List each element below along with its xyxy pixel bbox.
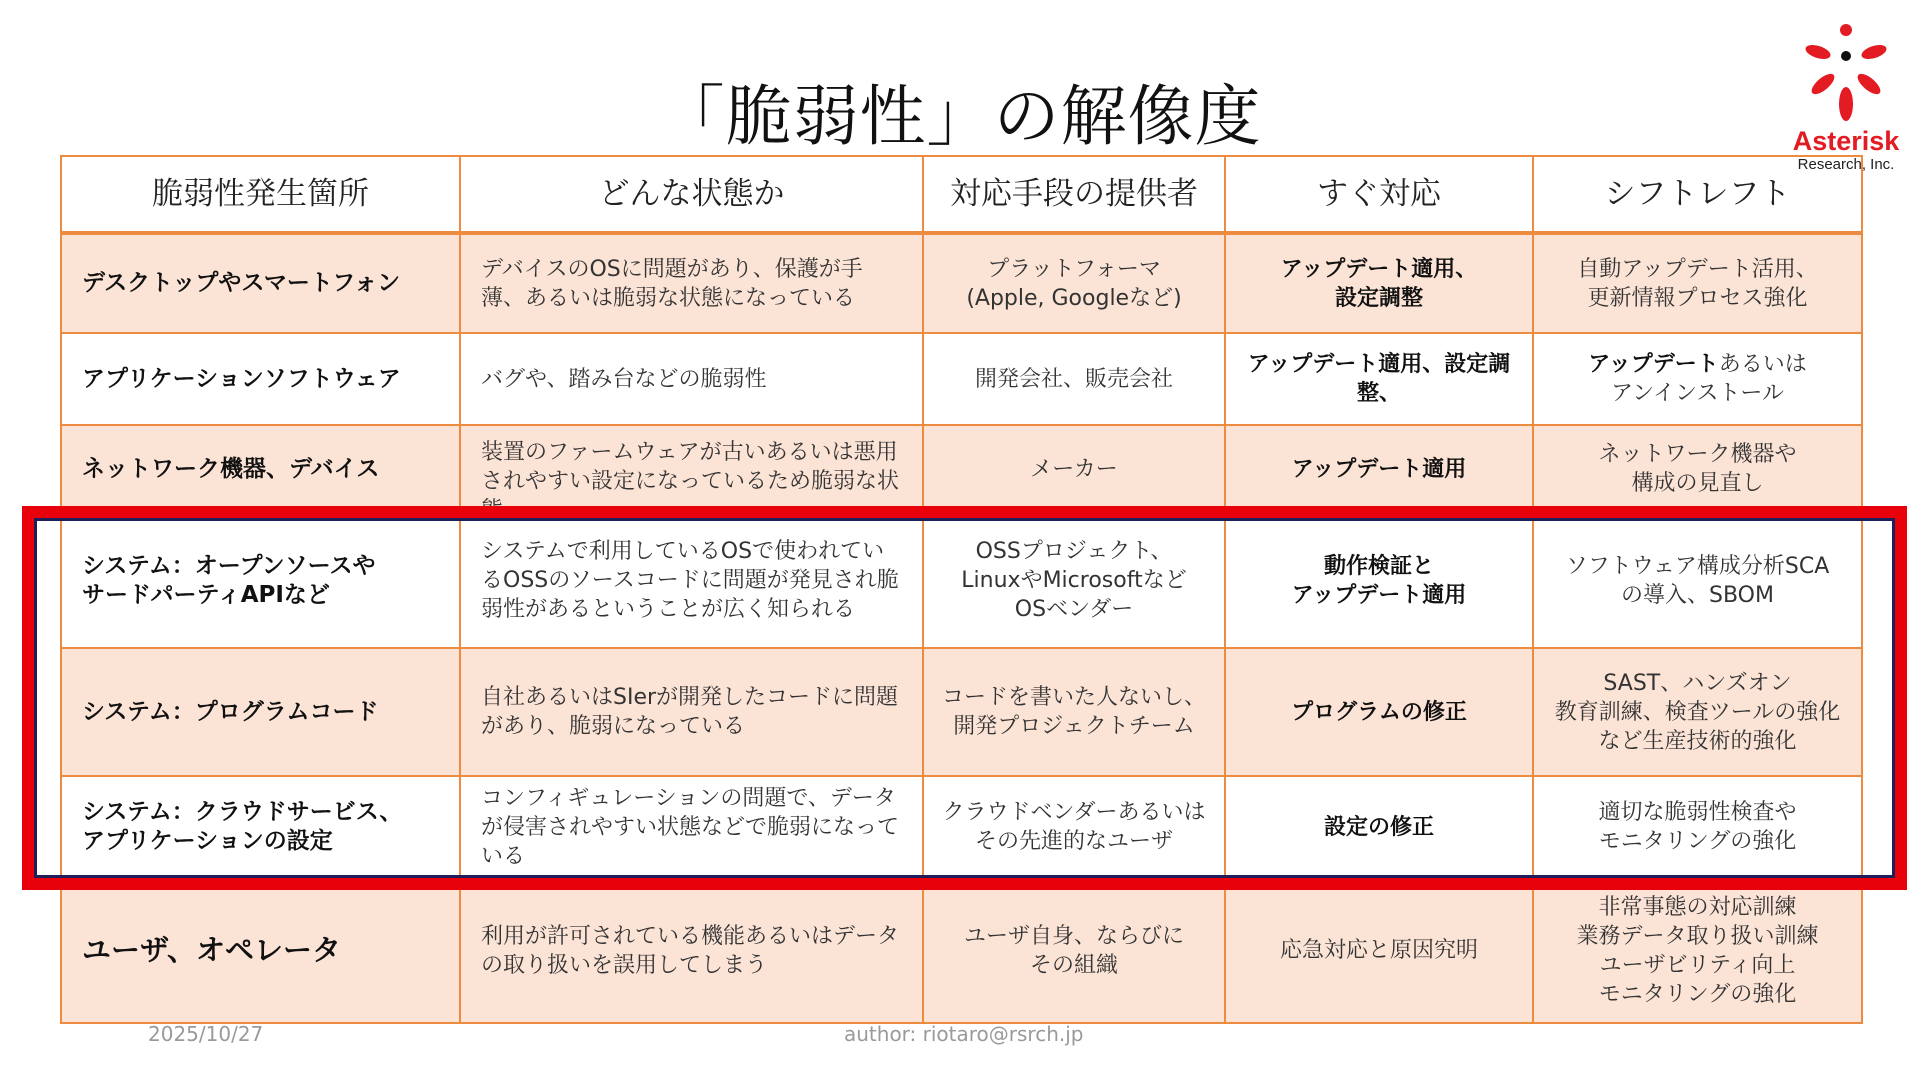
header-provider: 対応手段の提供者 <box>923 156 1225 233</box>
header-state: どんな状態か <box>460 156 923 233</box>
asterisk-logo <box>1786 22 1906 177</box>
cell-provider: OSSプロジェクト、 LinuxやMicrosoftなど OSベンダー <box>923 513 1225 648</box>
table-header-row <box>61 156 1862 233</box>
cell-provider: クラウドベンダーあるいはその先進的なユーザ <box>923 776 1225 878</box>
cell-shift-left: 非常事態の対応訓練 業務データ取り扱い訓練 ユーザビリティ向上 モニタリングの強化 <box>1533 878 1862 1023</box>
footer-author: author: riotaro@rsrch.jp <box>844 1022 1084 1046</box>
cell-immediate: アップデート適用 <box>1225 425 1533 513</box>
cell-immediate: アップデート適用、設定調整、 <box>1225 333 1533 425</box>
table-row <box>61 878 1862 1023</box>
table-row <box>61 425 1862 513</box>
cell-shift-left-bold: アップデート <box>1588 352 1719 377</box>
cell-provider: プラットフォーマ (Apple, Googleなど) <box>923 233 1225 333</box>
cell-immediate: 設定の修正 <box>1225 776 1533 878</box>
cell-state: 利用が許可されている機能あるいはデータの取り扱いを誤用してしまう <box>460 878 923 1023</box>
cell-shift-left: ネットワーク機器や 構成の見直し <box>1533 425 1862 513</box>
cell-state: デバイスのOSに問題があり、保護が手薄、あるいは脆弱な状態になっている <box>460 233 923 333</box>
logo-name: Asterisk <box>1792 126 1900 156</box>
cell-state: システムで利用しているOSで使われているOSSのソースコードに問題が発見され脆弱性があるということが広く知られる <box>460 513 923 648</box>
cell-location: ネットワーク機器、デバイス <box>61 425 460 513</box>
cell-location: アプリケーションソフトウェア <box>61 333 460 425</box>
cell-shift-left <box>1533 333 1862 425</box>
cell-location: デスクトップやスマートフォン <box>61 233 460 333</box>
cell-immediate: 応急対応と原因究明 <box>1225 878 1533 1023</box>
cell-provider: ユーザ自身、ならびに その組織 <box>923 878 1225 1023</box>
cell-immediate: アップデート適用、 設定調整 <box>1225 233 1533 333</box>
cell-shift-left: 適切な脆弱性検査や モニタリングの強化 <box>1533 776 1862 878</box>
cell-state: 自社あるいはSIerが開発したコードに問題があり、脆弱になっている <box>460 648 923 776</box>
cell-state: バグや、踏み台などの脆弱性 <box>460 333 923 425</box>
footer-date: 2025/10/27 <box>148 1022 264 1046</box>
cell-shift-left: ソフトウェア構成分析SCA の導入、SBOM <box>1533 513 1862 648</box>
cell-location: システム：クラウドサービス、 アプリケーションの設定 <box>61 776 460 878</box>
cell-state-text: 装置のファームウェアが古いあるいは悪用されやすい設定になっているため脆弱な状態 <box>481 440 900 523</box>
table-row <box>61 513 1862 648</box>
header-location: 脆弱性発生箇所 <box>61 156 460 233</box>
cell-shift-left-rest: あるいは アンインストール <box>1611 352 1807 406</box>
header-immediate: すぐ対応 <box>1225 156 1533 233</box>
header-shift-left: シフトレフト <box>1533 156 1862 233</box>
cell-immediate: 動作検証と アップデート適用 <box>1225 513 1533 648</box>
cell-state: コンフィギュレーションの問題で、データが侵害されやすい状態などで脆弱になっている <box>460 776 923 878</box>
logo-subtitle: Research, Inc. <box>1797 156 1895 173</box>
vulnerability-table <box>60 155 1863 1024</box>
cell-provider: 開発会社、販売会社 <box>923 333 1225 425</box>
table-row <box>61 333 1862 425</box>
table-row <box>61 776 1862 878</box>
cell-shift-left: SAST、ハンズオン 教育訓練、検査ツールの強化など生産技術的強化 <box>1533 648 1862 776</box>
cell-provider: コードを書いた人ないし、開発プロジェクトチーム <box>923 648 1225 776</box>
cell-location: ユーザ、オペレータ <box>61 878 460 1023</box>
table-row <box>61 648 1862 776</box>
cell-shift-left: 自動アップデート活用、 更新情報プロセス強化 <box>1533 233 1862 333</box>
asterisk-mark-icon <box>1803 22 1889 122</box>
cell-location: システム：プログラムコード <box>61 648 460 776</box>
cell-provider: メーカー <box>923 425 1225 513</box>
page-title: 「脆弱性」の解像度 <box>658 78 1262 155</box>
table-row <box>61 233 1862 333</box>
cell-immediate: プログラムの修正 <box>1225 648 1533 776</box>
cell-location: システム：オープンソースや サードパーティAPIなど <box>61 513 460 648</box>
cell-state <box>460 425 923 523</box>
